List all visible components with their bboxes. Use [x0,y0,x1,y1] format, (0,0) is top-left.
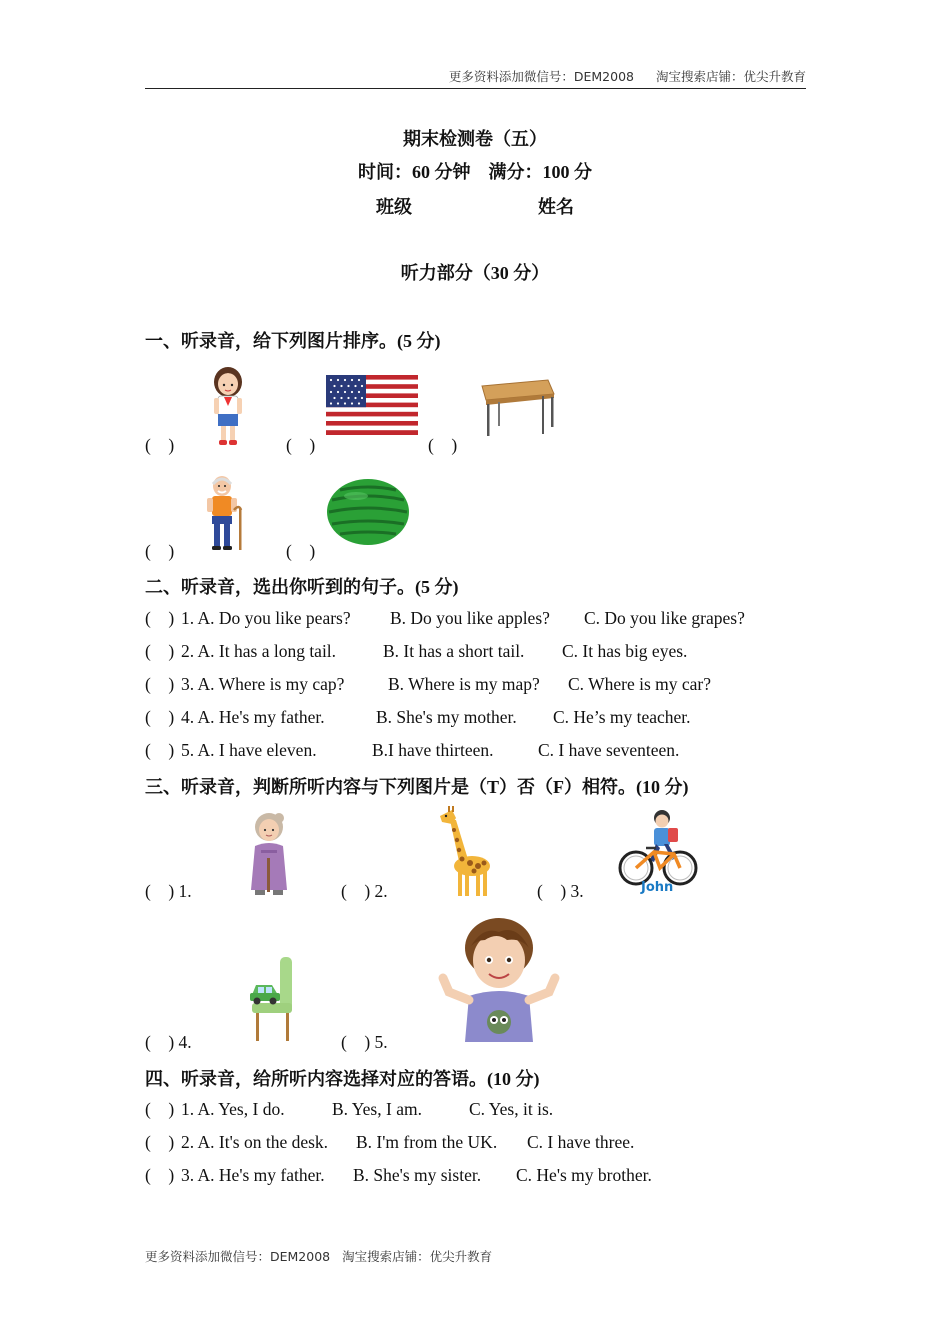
option-b: B. Where is my map? [388,674,540,694]
question-row [145,1099,174,1120]
answer-blank[interactable]: ( ) 3. [537,881,584,901]
answer-blank[interactable]: ( ) [145,608,175,628]
bike-name-label: John [641,880,674,895]
header-wechat: 更多资料添加微信号：DEM2008 [448,69,634,84]
section2-heading: 二、听录音，选出你听到的句子。(5 分) [145,577,459,597]
question-row [145,707,174,728]
question-row [145,740,174,761]
option-a: 3. A. Where is my cap? [181,674,345,694]
chair-car-icon [246,955,296,1043]
giraffe-icon [434,806,494,898]
girl-icon [208,364,248,448]
exam-meta [0,158,950,184]
option-a: 5. A. I have eleven. [181,740,317,760]
header-shop: 淘宝搜索店铺：优尖升教育 [655,69,806,84]
question-row [145,1165,174,1186]
option-b: B. Do you like apples? [390,608,550,628]
answer-blank[interactable]: ( ) [145,674,175,694]
footer-wechat: 更多资料添加微信号：DEM2008 [145,1249,331,1264]
answer-blank[interactable]: ( ) [286,541,316,561]
option-c: C. Where is my car? [568,674,712,694]
answer-blank[interactable]: ( ) [145,740,175,760]
answer-blank[interactable]: ( ) [145,541,175,561]
option-b: B. She's my sister. [353,1165,482,1185]
answer-blank[interactable]: ( ) [145,1132,175,1152]
option-c: C. Yes, it is. [469,1099,554,1119]
option-c: C. I have seventeen. [538,740,680,760]
option-a: 2. A. It has a long tail. [181,641,337,661]
exam-time: 时间：60 分钟 [358,162,471,182]
option-b: B. She's my mother. [376,707,517,727]
option-b: B. I'm from the UK. [356,1132,498,1152]
exam-score: 满分：100 分 [488,162,592,182]
answer-blank[interactable]: ( ) 1. [145,881,192,901]
option-b: B. It has a short tail. [383,641,525,661]
question-row [145,1132,174,1153]
page-title: 期末检测卷（五） [403,129,547,149]
grandma-icon [247,810,291,896]
section3-heading: 三、听录音，判断所听内容与下列图片是（T）否（F）相符。(10 分) [145,777,689,797]
answer-blank[interactable]: ( ) 4. [145,1032,192,1052]
answer-blank[interactable]: ( ) [428,435,458,455]
option-a: 2. A. It's on the desk. [181,1132,329,1152]
option-c: C. He's my brother. [516,1165,652,1185]
name-label: 姓名 [538,197,574,217]
us-flag-icon [326,375,418,435]
option-a: 1. A. Yes, I do. [181,1099,285,1119]
page-footer [145,1247,492,1265]
option-c: C. He’s my teacher. [553,707,691,727]
desk-icon [478,378,556,440]
answer-blank[interactable]: ( ) 5. [341,1032,388,1052]
answer-blank[interactable]: ( ) 2. [341,881,388,901]
answer-blank[interactable]: ( ) [145,435,175,455]
answer-blank[interactable]: ( ) [145,1099,175,1119]
page-header [145,67,806,89]
option-a: 4. A. He's my father. [181,707,325,727]
option-a: 3. A. He's my father. [181,1165,325,1185]
section1-heading: 一、听录音，给下列图片排序。(5 分) [145,331,441,351]
option-b: B. Yes, I am. [332,1099,422,1119]
option-b: B.I have thirteen. [372,740,494,760]
part-title: 听力部分（30 分） [400,263,550,283]
question-row [145,608,174,629]
footer-shop: 淘宝搜索店铺：优尖升教育 [342,1249,493,1264]
option-c: C. It has big eyes. [562,641,688,661]
class-label: 班级 [376,197,412,217]
question-row [145,641,174,662]
watermelon-icon [326,478,410,546]
boy-shrug-icon [437,918,561,1044]
section4-heading: 四、听录音，给所听内容选择对应的答语。(10 分) [145,1069,540,1089]
option-c: C. I have three. [527,1132,635,1152]
answer-blank[interactable]: ( ) [286,435,316,455]
grandpa-icon [202,472,250,552]
question-row [145,674,174,695]
option-a: 1. A. Do you like pears? [181,608,351,628]
option-c: C. Do you like grapes? [584,608,745,628]
answer-blank[interactable]: ( ) [145,707,175,727]
answer-blank[interactable]: ( ) [145,641,175,661]
answer-blank[interactable]: ( ) [145,1165,175,1185]
